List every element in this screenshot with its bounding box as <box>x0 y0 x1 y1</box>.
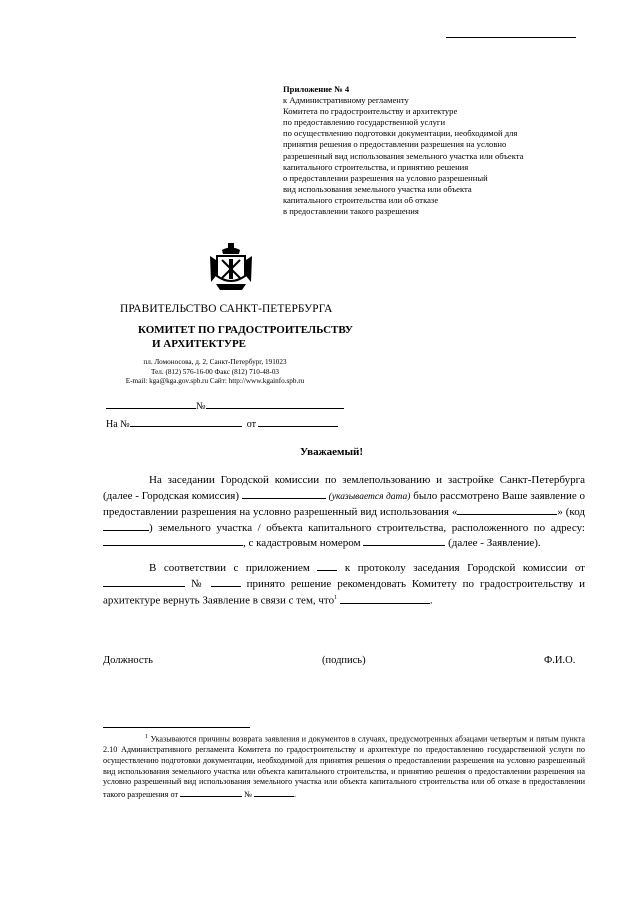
contacts-text: E-mail: kga@kga.gov.spb.ru Сайт: http://www.kgainfo.spb.ru <box>125 377 305 386</box>
footnote-text: Указываются причины возврата заявления и документов в случаях, предусмотренных абзацами четвертым и пятым пункта 2.10 Административного регламента Комитета по градостроительству и архитектуре по предоставлению государственной услуги по осуществлению подготовки документации, необходимой для принятия решения о предоставлении разрешения на условно разрешенный вид использования земельного участка или объекта капитального строительства, и принятию решения о предоставлении разрешения на условно разрешенный вид использования земельного участка или объекта капитального строительства или об отказе в предоставлении такого разрешения от <box>103 734 585 799</box>
p2-text-b: к протоколу заседания Городской комиссии от <box>344 562 585 574</box>
signature-name: Ф.И.О. <box>544 655 576 666</box>
p1-text-c: » (код <box>557 506 585 519</box>
appendix-line: Комитета по градостроительству и архитектуре <box>283 106 458 117</box>
footnote-number-sign: № <box>244 789 252 799</box>
appendix-line: о предоставлении разрешения на условно разрешенный <box>283 172 488 183</box>
date-hint: (указывается дата) <box>328 491 411 502</box>
p2-text-d: принято решение рекомендовать Комитету по градостроительству и архитектуре вернуть Заявление в связи с тем, что <box>103 577 586 607</box>
p1-text-d: ) земельного участка / объекта капитального строительства, расположенного по адресу: <box>149 521 585 534</box>
footnote-mark: 1 <box>145 734 148 740</box>
footnote: $^1$ Указываются причины возврата заявления и документов в случаях, предусмотренных абзацами четвертым и пятым пункта 2.10 Административного регламента Комитета по градостроительству и архитектуре по предоставлению государственной услуги по осуществлению подготовки документации, необходимой для принятия решения о предоставлении разрешения на условно разрешенный вид использования земельного участка или объекта капитального строительства, и принятию решения о предоставлении разрешения на условно разрешенный вид использования земельного участка или объекта капитального строительства или об отказе в предоставлении такого разрешения от № . <box>103 734 585 799</box>
p2-text-c: № <box>190 577 205 590</box>
header-rule <box>446 37 576 38</box>
number-sign: № <box>196 401 206 412</box>
signature-sign: (подпись) <box>322 655 366 666</box>
appendix-title: Приложение № 4 <box>283 84 350 94</box>
p1-text-b: было рассмотрено Ваше заявление о предоставлении разрешения на условно разрешенный вид использования « <box>103 489 586 519</box>
reply-reference <box>106 416 338 430</box>
p1-text-e: , с кадастровым номером <box>243 537 361 550</box>
footnote-ref: 1 <box>334 595 338 602</box>
appendix-block <box>283 84 523 217</box>
contact-block <box>110 358 320 387</box>
paragraph-1 <box>103 473 585 551</box>
greeting: Уважаемый! <box>300 446 364 458</box>
signature-position: Должность <box>103 655 153 666</box>
reply-label: На № <box>106 419 130 430</box>
appendix-line: в предоставлении такого разрешения <box>283 206 419 217</box>
appendix-line: по предоставлению государственной услуги <box>283 117 446 128</box>
appendix-line: по осуществлению подготовки документации, необходимой для <box>283 128 518 139</box>
coat-of-arms-icon <box>208 242 254 292</box>
address-text: пл. Ломоносова, д. 2, Санкт-Петербург, 191023 <box>143 358 287 366</box>
committee-name <box>138 323 353 351</box>
appendix-line: к Административному регламенту <box>283 95 409 106</box>
appendix-line: принятия решения о предоставлении разрешения на условно <box>283 139 507 150</box>
phone-text: Тел. (812) 576-16-00 Факс (812) 710-48-03 <box>150 367 280 376</box>
appendix-line: разрешенный вид использования земельного участка или объекта <box>283 150 524 161</box>
p2-text-a: В соответствии с приложением <box>149 562 310 574</box>
p1-text-f: (далее - Заявление). <box>448 537 541 550</box>
committee-name-line1: КОМИТЕТ ПО ГРАДОСТРОИТЕЛЬСТВУ <box>138 324 353 336</box>
from-label: от <box>246 419 256 430</box>
government-name: ПРАВИТЕЛЬСТВО САНКТ-ПЕТЕРБУРГА <box>120 303 333 315</box>
footnote-rule <box>103 727 250 728</box>
committee-name-line2: И АРХИТЕКТУРЕ <box>152 338 246 350</box>
appendix-line: капитального строительства, и принятию решения <box>283 161 469 172</box>
p1-text-a: На заседании Городской комиссии по землепользованию и застройке Санкт-Петербурга (далее - Городская комиссия) <box>103 474 585 502</box>
appendix-line: капитального строительства или об отказе <box>283 194 439 205</box>
outgoing-number <box>106 398 344 412</box>
paragraph-2: В соответствии с приложением к протоколу заседания Городской комиссии от № принято решение рекомендовать Комитету по градостроительству и архитектуре вернуть Заявление в связи с тем, что$^1$ . <box>103 562 586 607</box>
appendix-line: вид использования земельного участка или объекта <box>283 183 472 194</box>
